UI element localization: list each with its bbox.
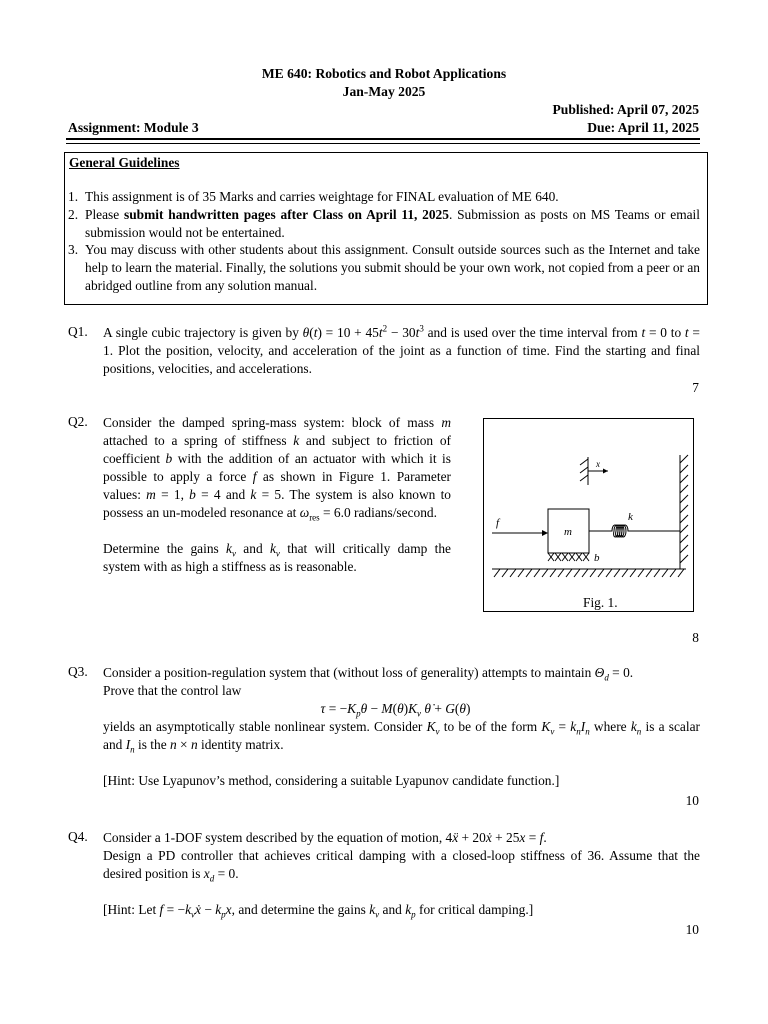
assignment-title: Assignment: Module 3	[68, 120, 199, 135]
spring-label: k	[628, 511, 633, 523]
question-marks: 10	[685, 793, 699, 808]
force-label: f	[496, 517, 500, 529]
guideline-text	[85, 241, 700, 294]
q4-hint-text: for critical damping.]	[415, 902, 534, 917]
friction-label: b	[594, 552, 600, 564]
q4-hint-text: , and determine the gains	[231, 902, 370, 917]
ground-hatch	[494, 569, 684, 577]
q2-text: = 1,	[155, 487, 190, 502]
force-arrow-head	[542, 530, 548, 536]
q3-text: is the	[134, 737, 170, 752]
header-rule-thick	[66, 138, 700, 140]
q4-hint-text: [Hint: Let	[103, 902, 160, 917]
q3-kv-form: $K_v = k_nI_n$	[541, 719, 590, 737]
var-k: k	[293, 433, 300, 448]
q3-text: is a scalar and	[103, 719, 700, 752]
question-label: Q4.	[68, 829, 88, 844]
x-reference-hatch	[580, 459, 588, 481]
q4-text: Consider a 1-DOF system described by the equation of motion,	[103, 830, 446, 845]
q2-text: that will critically damp the system with as high a stiffness as is reasonable.	[103, 541, 451, 574]
q3-text: to be of the form	[439, 719, 542, 734]
var-f: f	[252, 469, 257, 484]
x-arrow-head	[603, 469, 608, 474]
q2-text: attached to a spring of stiffness	[103, 433, 294, 448]
q4-hint-law: $f = -k_vẋ - k_px$	[159, 902, 232, 920]
var-m: m	[146, 487, 156, 502]
var-In: $I_n$	[125, 737, 135, 755]
spring-mass-diagram	[484, 419, 695, 613]
q2-text: Consider the damped spring-mass system: block of mass	[103, 415, 442, 430]
question-label: Q1.	[68, 324, 88, 339]
question-text	[103, 324, 700, 378]
var-k: k	[250, 487, 257, 502]
figure-1	[483, 418, 694, 612]
question-text	[103, 414, 451, 576]
q1-equation: $\theta(t) = 10 + 45t^2 - 30t^3$	[302, 323, 424, 340]
q2-text: with the addition of an actuator with which it is possible to apply a force	[103, 451, 451, 484]
q2-text: and subject to friction of coefficient	[103, 433, 451, 466]
question-marks: 10	[685, 922, 699, 937]
q2-text: = 4 and	[195, 487, 251, 502]
var-kv: $k_v$	[269, 541, 280, 559]
q4-hint-text: and	[379, 902, 406, 917]
var-kp: $k_p$	[405, 902, 416, 920]
var-kv: $k_v$	[226, 541, 236, 559]
header-rule-thin	[66, 143, 700, 144]
question-label: Q2.	[68, 414, 88, 429]
var-Kv: $K_v$	[426, 719, 440, 737]
q4-text: Design a PD controller that achieves critical damping with a closed-loop stiffness of 36. Assume that the desired position is	[103, 848, 700, 881]
q3-text: yields an asymptotically stable nonlinear system. Consider	[103, 719, 427, 734]
q2-text: = 6.0 radians/second.	[319, 505, 437, 520]
q3-text: Consider a position-regulation system that (without loss of generality) attempts to maintain	[103, 665, 595, 680]
guideline-item	[68, 188, 700, 206]
var-m: m	[441, 415, 451, 430]
guideline-text	[85, 206, 700, 242]
question-marks: 8	[692, 630, 699, 645]
q1-text: A single cubic trajectory is given by	[103, 325, 303, 340]
q1-text: = 1. Plot the position, velocity, and acceleration of the joint as a function of time. Find the starting and final positions, velocities, and accelerations.	[103, 325, 700, 376]
q2-text: as shown in Figure 1. Parameter values:	[103, 469, 451, 502]
guideline-text-part: You may discuss with other students about this assignment. Consult outside sources such as the Internet and take help to learn the material. Finally, the solutions you submit should be your own work, not copied from a peer or an abridged outline from any solution manual.	[85, 242, 700, 293]
var-kn: $k_n$	[630, 719, 642, 737]
var-omega-res: $\omega_{res}$	[299, 505, 320, 523]
guideline-number: 1.	[68, 189, 79, 204]
var-n-by-n: n × n	[170, 737, 198, 752]
guideline-item	[68, 206, 700, 242]
published-date: Published: April 07, 2025	[552, 102, 699, 117]
q4-equation: 4ẍ + 20ẋ + 25x = f.	[445, 830, 547, 845]
due-date: Due: April 11, 2025	[587, 120, 699, 135]
control-law-equation: $\tau = -K_p\theta - M(\theta)K_v$ θ̇ + G(θ)	[320, 701, 471, 719]
question-text	[103, 664, 700, 790]
course-title: ME 640: Robotics and Robot Applications	[261, 66, 507, 81]
guideline-number: 2.	[68, 207, 79, 222]
var-t: t	[641, 325, 646, 340]
course-term: Jan-May 2025	[342, 84, 426, 99]
q2-text: = 5. The system is also known to possess an un-modeled resonance at	[103, 487, 451, 520]
q2-text: and	[236, 541, 270, 556]
guideline-text	[85, 188, 700, 206]
question-label: Q3.	[68, 664, 88, 679]
q1-text: = 0 to	[645, 325, 685, 340]
question-text	[103, 829, 700, 919]
guideline-text-part: This assignment is of 35 Marks and carries weightage for FINAL evaluation of ME 640.	[85, 189, 559, 204]
var-b: b	[189, 487, 196, 502]
friction-symbol	[548, 553, 589, 561]
q2-text: Determine the gains	[103, 541, 227, 556]
var-b: b	[165, 451, 173, 466]
q4-desired-position: $x_d = 0$.	[203, 866, 239, 884]
q3-text: where	[589, 719, 631, 734]
guideline-number: 3.	[68, 242, 79, 257]
guideline-text-part: . Submission as posts on MS Teams or email submission would not be entertained.	[85, 207, 700, 240]
q3-theta-d: $\Theta_d = 0$.	[594, 665, 634, 683]
question-marks: 7	[692, 380, 699, 395]
guideline-text-part: Please	[85, 207, 125, 222]
var-kv: $k_v$	[369, 902, 380, 920]
wall-hatch	[680, 455, 688, 563]
q1-text: and is used over the time interval from	[423, 325, 642, 340]
q3-text: Prove that the control law	[103, 683, 242, 698]
x-label: x	[596, 459, 600, 469]
guideline-text-bold: submit handwritten pages after Class on April 11, 2025	[124, 207, 449, 222]
mass-label: m	[564, 526, 572, 538]
q3-text: identity matrix.	[197, 737, 284, 752]
q3-hint: [Hint: Use Lyapunov’s method, considering a suitable Lyapunov candidate function.]	[103, 773, 560, 788]
spring	[589, 525, 680, 537]
guidelines-title: General Guidelines	[69, 155, 180, 170]
var-t: t	[684, 325, 689, 340]
guideline-item	[68, 241, 700, 294]
figure-caption: Fig. 1.	[583, 595, 618, 610]
